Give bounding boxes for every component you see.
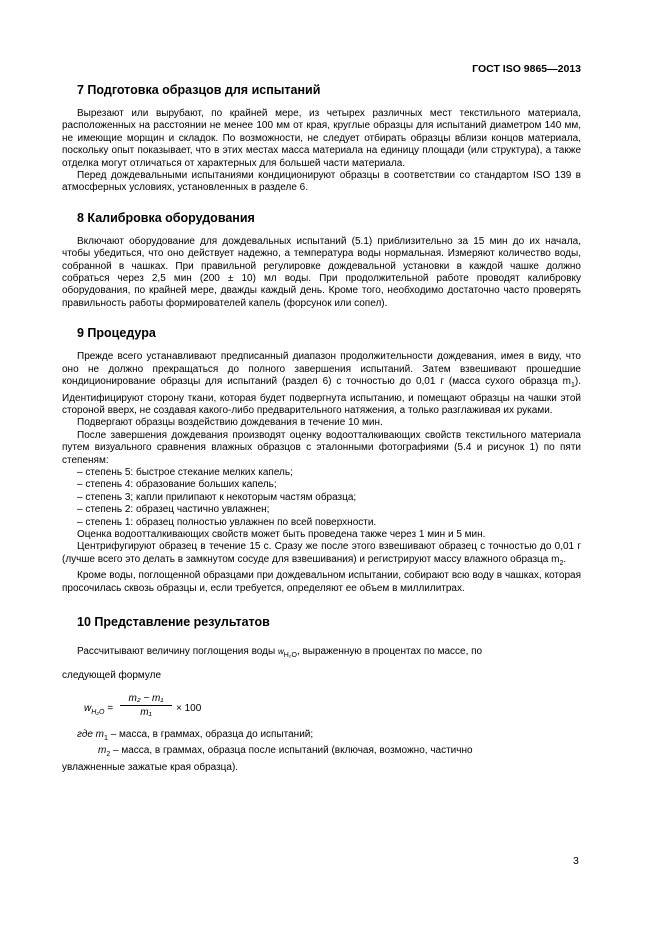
list-item: – степень 3; капли прилипают к некоторым частям образца; xyxy=(77,491,357,503)
section-9-paragraph-4: Оценка водоотталкивающих свойств может быть проведена также через 1 мин и 5 мин. xyxy=(77,528,486,540)
standard-header: ГОСТ ISO 9865—2013 xyxy=(472,63,581,75)
section-9-title: 9 Процедура xyxy=(77,326,156,341)
formula-denominator: m₁ xyxy=(140,706,152,718)
section-7-paragraph-1: Вырезают или вырубают, по крайней мере, из четырех различных мест текстильного материала, расположенных на расстоянии не менее 100 мм от края, круглые образцы для испытаний диаметром 140 мм, не имеющие морщин и складок. По возможности, не следует отбирать образцы вблизи концов материала, поскольку опыт показывает, что в этих местах масса материала на единицу площади (или структура), а также отделка могут отличаться от характерных для большей части материала. xyxy=(62,108,581,169)
list-item: – степень 1: образец полностью увлажнен по всей поверхности. xyxy=(77,516,377,528)
formula-lhs: $w_{H_2O}$ = xyxy=(84,702,114,716)
list-item: – степень 2: образец частично увлажнен; xyxy=(77,504,270,516)
formula-legend xyxy=(62,729,581,774)
water-absorption-formula xyxy=(84,693,581,723)
section-10-title: 10 Представление результатов xyxy=(77,615,270,629)
list-item: – степень 4: образование больших капель; xyxy=(77,479,277,491)
section-8-title: 8 Калибровка оборудования xyxy=(77,210,255,225)
page-number: 3 xyxy=(573,855,579,867)
section-7-title: 7 Подготовка образцов для испытаний xyxy=(77,83,321,97)
formula-numerator: m₂ − m₁ xyxy=(120,693,172,706)
section-9-paragraph-3: После завершения дождевания производят оценку водоотталкивающих свойств текстильного материала путем визуального сравнения влажных образцов с эталонными фотографиями (5.4 и рисунок 1) по пяти степеням: xyxy=(62,429,581,466)
section-10-paragraph-1: Рассчитывают величину поглощения воды $w_{H_2O}$, выраженную в процентах по массе, по xyxy=(77,646,483,659)
section-8-paragraph-1: Включают оборудование для дождевальных испытаний (5.1) приблизительно за 15 мин до их начала, чтобы убедиться, что оно действует надежно, а температура воды нормальная. Измеряют количество воды, собранной в чашках. При правильной регулировке дождевальной установки в каждой чашке должно собраться через 2,5 мин (200 ± 10) мл воды. При продолжительной работе проводят калибровку оборудования, по крайней мере, дважды каждый день. Кроме того, необходимо достаточно часто проверять правильность работы формирователей капель (форсунок или сопел). xyxy=(62,235,581,309)
section-7-paragraph-2: Перед дождевальными испытаниями кондиционируют образцы в соответствии со стандартом ISO 139 в атмосферных условиях, установленных в разделе 6. xyxy=(62,170,581,194)
formula-fraction xyxy=(120,693,172,718)
section-10-paragraph-1-cont: следующей формуле xyxy=(62,670,162,682)
page-content xyxy=(62,82,581,774)
legend-row-m2: $m_2$ – масса, в граммах, образца после испытаний (включая, возможно, частично xyxy=(98,745,473,759)
list-item: – степень 5: быстрое стекание мелких капель; xyxy=(77,466,293,478)
section-9-paragraph-1: Прежде всего устанавливают предписанный диапазон продолжительности дождевания, имея в виду, что оно не должно прекращаться до полного завершения испытаний. Затем взвешивают прошедшие кондиционирование образцы для испытаний (раздел 6) с точностью до 0,01 г (масса сухого образца $m_1$). Идентифицируют сторону ткани, которая будет подвергнута испытанию, и помещают образцы на чашки этой стороной вверх, не создавая какого-либо предварительного натяжения, а только разглаживая их руками. xyxy=(62,351,581,416)
section-9-paragraph-6: Кроме воды, поглощенной образцами при дождевальном испытании, собирают всю воду в чашках, которая просочилась сквозь образцы и, если требуется, определяют ее объем в миллилитрах. xyxy=(62,570,581,594)
section-9-paragraph-5: Центрифугируют образец в течение 15 с. Сразу же после этого взвешивают образец с точностью до 0,01 г (лучше всего это делать в замкнутом сосуде для взвешивания) и регистрируют массу влажного образца $m_2$. xyxy=(62,541,581,567)
legend-row-m1: где $m_1$ – масса, в граммах, образца до испытаний; xyxy=(77,728,314,742)
formula-rhs: × 100 xyxy=(176,702,202,714)
legend-row-m2-cont: увлажненные зажатые края образца). xyxy=(62,761,239,773)
section-9-paragraph-2: Подвергают образцы воздействию дождевания в течение 10 мин. xyxy=(77,417,383,429)
